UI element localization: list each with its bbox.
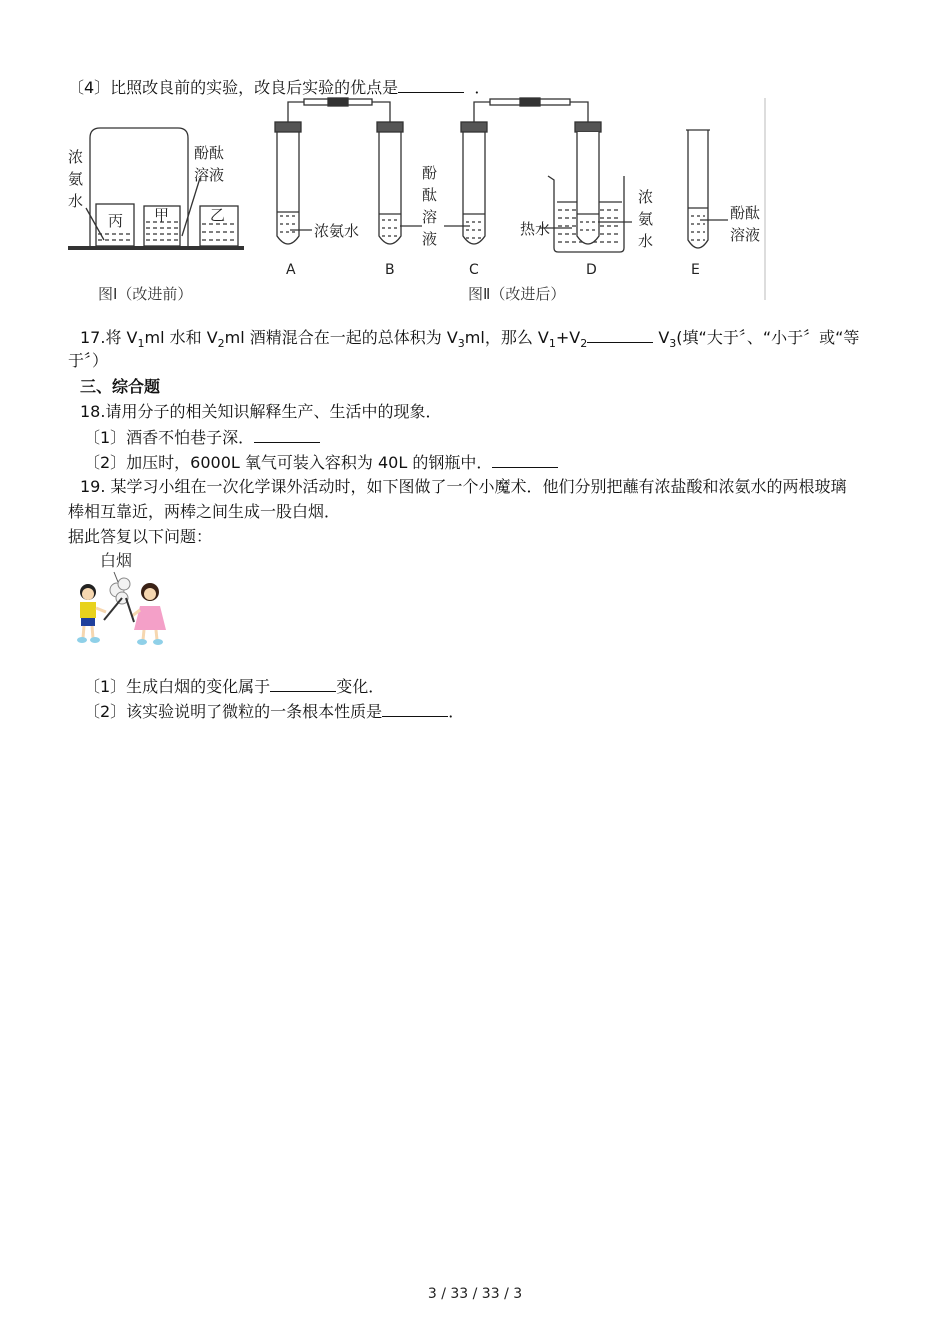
label-ammonia-d2: 氨 — [638, 210, 654, 228]
figure-2-caption: 图Ⅱ（改进后） — [468, 285, 566, 303]
q19-part-1-suffix: 变化． — [336, 677, 385, 696]
q19-part-1-text: 〔1〕生成白烟的变化属于 — [84, 677, 271, 696]
q4-answer-blank[interactable] — [398, 76, 464, 93]
label-strong-ammonia-3: 水 — [68, 192, 84, 210]
q17-text-e: +V — [555, 328, 581, 347]
q19-part-2-suffix: ． — [448, 702, 465, 721]
label-phenol-1: 酚酞 — [194, 144, 225, 162]
q17-answer-blank[interactable] — [587, 326, 653, 343]
label-bing: 丙 — [108, 212, 124, 230]
q18-part-2 — [84, 451, 558, 474]
label-phenol-v2: 酞 — [422, 186, 438, 204]
q19-part-2-text: 〔2〕该实验说明了微粒的一条根本性质是 — [84, 702, 383, 721]
q18-part-1 — [84, 426, 320, 449]
girl-figure — [126, 583, 166, 645]
q19-part-2-blank[interactable] — [382, 700, 448, 717]
q19-line-2: 棒相互靠近，两棒之间生成一股白烟． — [68, 502, 341, 521]
q17-text-b: ml 水和 V — [144, 328, 218, 347]
white-smoke-illustration — [70, 548, 180, 650]
label-b: B — [385, 262, 395, 278]
q18-part-1-text: 〔1〕酒香不怕巷子深． — [84, 428, 255, 447]
label-white-smoke: 白烟 — [100, 551, 133, 570]
q17-text-g: (填“大于〞、“小于〞或“等 — [676, 328, 860, 347]
label-phenol-e2: 溶液 — [730, 226, 761, 244]
q17-sub-3: 3 — [457, 337, 465, 351]
q17-text-c: ml 酒精混合在一起的总体积为 V — [224, 328, 458, 347]
label-jia: 甲 — [154, 206, 170, 224]
label-ammonia-d1: 浓 — [638, 188, 654, 206]
label-d: D — [586, 262, 597, 278]
q17-text-d: ml，那么 V — [464, 328, 549, 347]
label-c: C — [469, 262, 479, 278]
figure-1-caption: 图Ⅰ（改进前） — [98, 285, 193, 303]
label-a: A — [286, 262, 296, 278]
q4-suffix: ． — [474, 78, 491, 97]
q19-part-1 — [84, 675, 384, 698]
q17-line-2: 于〞） — [68, 351, 109, 370]
q19-part-1-blank[interactable] — [270, 675, 336, 692]
label-phenol-e1: 酚酞 — [730, 204, 761, 222]
label-e: E — [691, 262, 700, 278]
section-3-heading: 三、综合题 — [80, 377, 161, 396]
label-strong-ammonia-2: 氨 — [68, 170, 84, 188]
label-strong-ammonia-h: 浓氨水 — [314, 222, 360, 240]
q17-text-a: 17.将 V — [80, 328, 138, 347]
q19-line-3: 据此答复以下问题： — [68, 527, 213, 546]
label-phenol-v1: 酚 — [422, 164, 438, 182]
page-number-footer: 3 / 33 / 33 / 3 — [427, 1286, 523, 1302]
q19-line-1: 19. 某学习小组在一次化学课外活动时，如下图做了一个小魔术．他们分别把蘸有浓盐酸和浓氨水的两根玻璃 — [80, 477, 847, 496]
label-ammonia-d3: 水 — [638, 232, 654, 250]
label-hot-water: 热水 — [520, 220, 551, 238]
q18-part-1-blank[interactable] — [254, 426, 320, 443]
q17-text-f: V — [658, 328, 670, 347]
q17-sub-2: 2 — [217, 337, 225, 351]
label-strong-ammonia-1: 浓 — [68, 148, 84, 166]
q4-text: 〔4〕比照改良前的实验，改良后实验的优点是 — [68, 78, 399, 97]
label-phenol-v3: 溶 — [422, 208, 438, 226]
experiment-figure — [60, 96, 780, 308]
label-yi: 乙 — [210, 206, 226, 224]
q18-part-2-blank[interactable] — [492, 451, 558, 468]
label-phenol-2: 溶液 — [194, 166, 225, 184]
q17-sub-4: 1 — [548, 337, 556, 351]
q18-part-2-text: 〔2〕加压时，6000L 氧气可装入容积为 40L 的钢瓶中． — [84, 453, 493, 472]
q17-line-1 — [80, 326, 859, 355]
q17-sub-5: 2 — [580, 337, 588, 351]
q17-sub-6: 3 — [669, 337, 677, 351]
q17-sub-1: 1 — [137, 337, 145, 351]
q18-stem: 18.请用分子的相关知识解释生产、生活中的现象． — [80, 402, 442, 421]
q19-part-2 — [84, 700, 464, 723]
label-phenol-v4: 液 — [422, 230, 438, 248]
